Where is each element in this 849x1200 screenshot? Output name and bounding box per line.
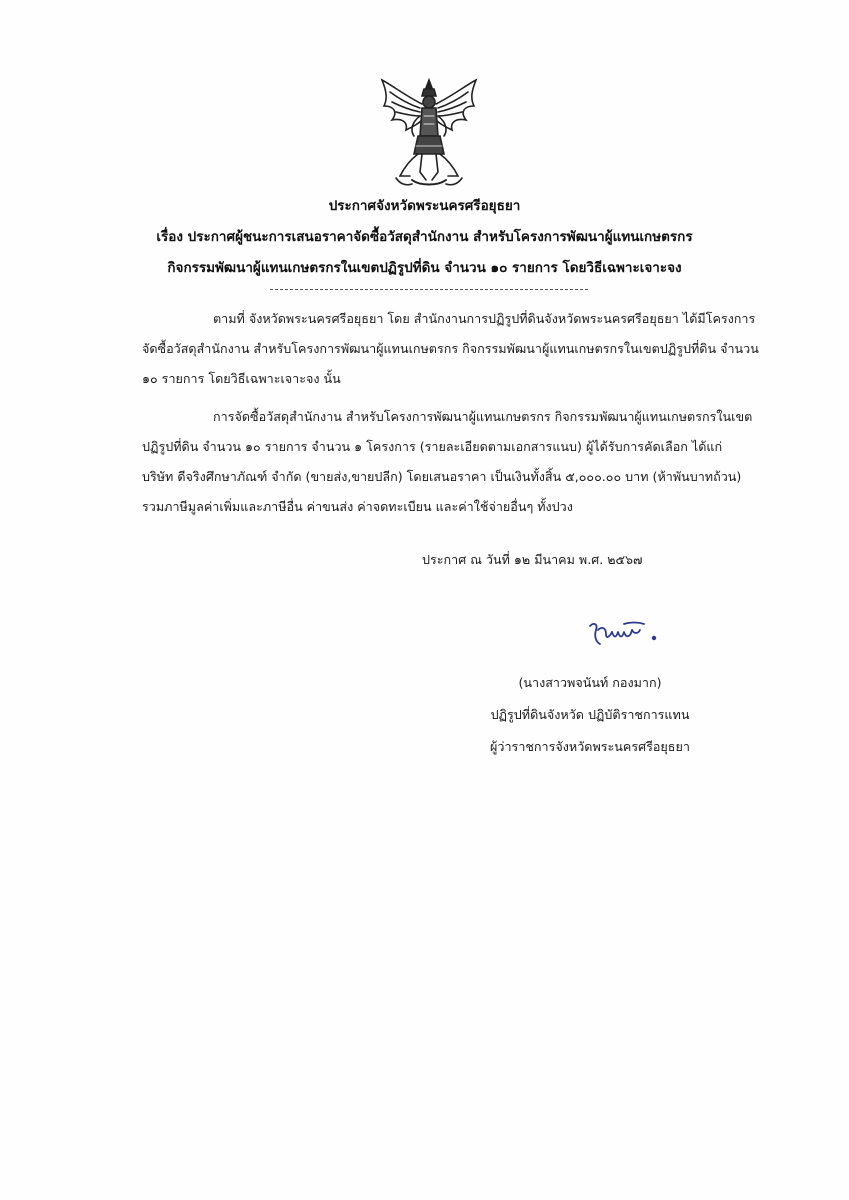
- handwritten-signature: [584, 616, 664, 654]
- paragraph-1-line-3: ๑๐ รายการ โดยวิธีเฉพาะเจาะจง นั้น: [142, 371, 341, 386]
- paragraph-1-line-1: ตามที่ จังหวัดพระนครศรีอยุธยา โดย สำนักงานการปฏิรูปที่ดินจังหวัดพระนครศรีอยุธยา ได้มีโครงการ: [213, 311, 756, 326]
- garuda-emblem-icon: [376, 76, 482, 190]
- paragraph-2-line-2: ปฏิรูปที่ดิน จำนวน ๑๐ รายการ จำนวน ๑ โครงการ (รายละเอียดตามเอกสารแนบ) ผู้ได้รับการคัดเลือก ได้แก่: [142, 439, 723, 454]
- paragraph-1: [142, 304, 765, 394]
- announcement-subject-continued: กิจกรรมพัฒนาผู้แทนเกษตรกรในเขตปฏิรูปที่ดิน จำนวน ๑๐ รายการ โดยวิธีเฉพาะเจาะจง: [167, 260, 682, 276]
- signatory-name: (นางสาวพจนันท์ กองมาก): [518, 675, 662, 690]
- signatory-position: ปฏิรูปที่ดินจังหวัด ปฏิบัติราชการแทน: [490, 707, 690, 722]
- paragraph-1-line-2: จัดซื้อวัสดุสำนักงาน สำหรับโครงการพัฒนาผู้แทนเกษตรกร กิจกรรมพัฒนาผู้แทนเกษตรกรในเขตปฏิรูปที่ดิน จำนวน: [142, 341, 759, 356]
- paragraph-2-line-4: รวมภาษีมูลค่าเพิ่มและภาษีอื่น ค่าขนส่ง ค่าจดทะเบียน และค่าใช้จ่ายอื่นๆ ทั้งปวง: [142, 499, 573, 514]
- signatory-position-continued: ผู้ว่าราชการจังหวัดพระนครศรีอยุธยา: [490, 739, 690, 754]
- paragraph-2-line-1: การจัดซื้อวัสดุสำนักงาน สำหรับโครงการพัฒนาผู้แทนเกษตรกร กิจกรรมพัฒนาผู้แทนเกษตรกรในเขต: [213, 409, 753, 424]
- announcement-subject: เรื่อง ประกาศผู้ชนะการเสนอราคาจัดซื้อวัสดุสำนักงาน สำหรับโครงการพัฒนาผู้แทนเกษตรกร: [156, 229, 693, 245]
- announcement-date: ประกาศ ณ วันที่ ๑๒ มีนาคม พ.ศ. ๒๕๖๗: [422, 552, 643, 567]
- paragraph-2-line-3: บริษัท ดีจริงศึกษาภัณฑ์ จำกัด (ขายส่ง,ขายปลีก) โดยเสนอราคา เป็นเงินทั้งสิ้น ๕,๐๐๐.๐๐ บาท (ห้าพันบาทถ้วน): [142, 469, 742, 484]
- announcement-title: ประกาศจังหวัดพระนครศรีอยุธยา: [328, 198, 521, 214]
- title-divider: [270, 289, 588, 290]
- paragraph-2: [142, 402, 765, 522]
